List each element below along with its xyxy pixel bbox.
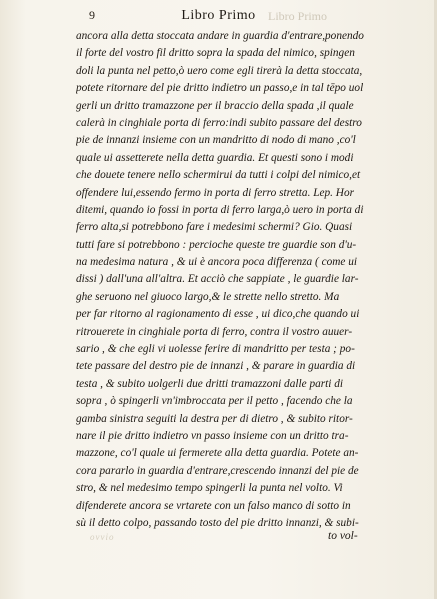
- text-line: potete ritornare del pie dritto indietro un passo,e in tal tēpo uol: [76, 82, 364, 95]
- text-line: gerli un dritto tramazzone per il braccio della spada ,il quale: [76, 99, 354, 112]
- text-line: offendere lui,essendo fermo in porta di ferro stretta. Lep. Hor: [76, 186, 355, 199]
- text-line: il forte del vostro fil dritto sopra la spada del nimico, spingen: [76, 47, 355, 60]
- text-line: nare il pie dritto indietro vn passo insieme con un dritto tra-: [76, 429, 349, 442]
- text-line: quale ui assetterete nella detta guardia. Et questi sono i modi: [76, 151, 354, 164]
- text-line: ritrouerete in cinghiale porta di ferro, contra il vostro auuer-: [76, 325, 353, 338]
- text-line: testa , & subito uolgerli due dritti tramazzoni dalle parti di: [76, 377, 344, 390]
- catchword: to vol-: [328, 530, 358, 542]
- text-line: pie de innanzi insieme con un mandritto di nodo di mano ,co'l: [76, 134, 356, 147]
- text-line: dissi ) dall'una all'altra. Et acciò che sappiate , le guardie lar-: [76, 273, 359, 286]
- page-number: 9: [89, 8, 95, 22]
- text-line: sario , & che egli vi uolesse ferire di mandritto per testa ; po-: [76, 343, 355, 356]
- running-title: Libro Primo: [181, 8, 256, 23]
- text-line: doli la punta nel petto,ò uero come egli tirerà la detta stoccata,: [76, 64, 363, 77]
- text-line: na medesima natura , & ui è ancora poca differenza ( come ui: [76, 256, 358, 269]
- text-line: ditemi, quando io fossi in porta di ferro larga,ò uero in porta di: [76, 203, 364, 216]
- page-header: [0, 8, 437, 26]
- text-line: sopra , ò spingerli vn'imbroccata per il petto , facendo che la: [76, 395, 353, 408]
- bleed-through-title: Libro Primo: [268, 9, 327, 23]
- text-line: difenderete ancora se vrtarete con un falso manco di sotto in: [76, 499, 351, 512]
- text-line: calerà in cinghiale porta di ferro:indi subito passare del destro: [76, 116, 362, 129]
- body-text: [76, 28, 406, 532]
- text-line: cora pararlo in guardia d'entrare,crescendo innanzi del pie de: [76, 464, 359, 477]
- text-line: tete passare del destro pie de innanzi , & parare in guardia di: [76, 360, 356, 373]
- text-line: ferro alta,si potrebbono fare i medesimi schermi? Gio. Quasi: [76, 221, 353, 234]
- text-line: ghe seruono nel giuoco largo,& le strette nello stretto. Ma: [76, 290, 340, 303]
- text-line: sù il detto colpo, passando tosto del pie dritto innanzi, & subi-: [76, 516, 359, 529]
- text-line: mazzone, co'l quale ui fermerete alla detta guardia. Potete an-: [76, 447, 359, 460]
- text-line: per far ritorno al ragionamento di esse , ui dico,che quando ui: [76, 308, 360, 321]
- text-line: gamba sinistra seguiti la destra per di dietro , & subito ritor-: [76, 412, 353, 425]
- bleed-through-footer: ovvio: [90, 532, 115, 542]
- text-line: stro, & nel medesimo tempo spingerli la punta nel volto. Vi: [76, 482, 343, 495]
- text-line: che douete tenere nello schermirui da tutti i colpi del nimico,et: [76, 169, 361, 182]
- text-line: tutti fare si potrebbono : percioche queste tre guardie son d'u-: [76, 238, 357, 251]
- text-line: ancora alla detta stoccata andare in guardia d'entrare,ponendo: [76, 30, 364, 42]
